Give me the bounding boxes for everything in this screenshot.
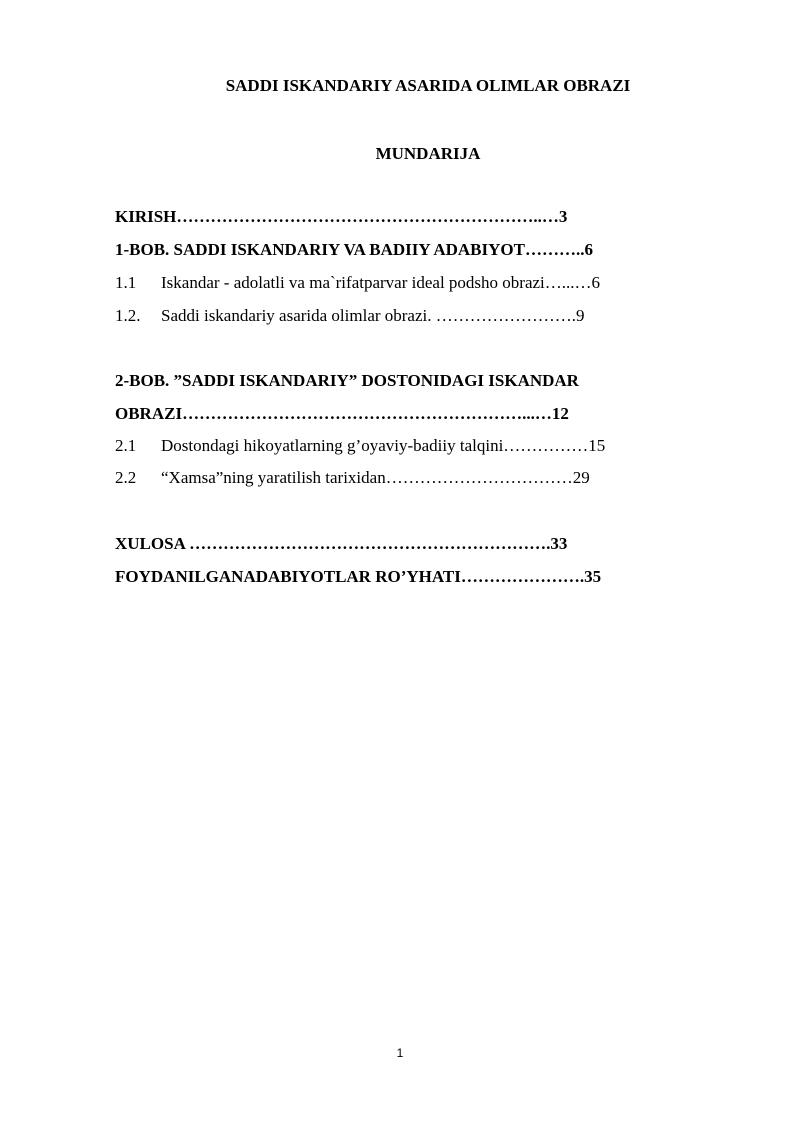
- toc-entry-2-1: [115, 435, 605, 457]
- toc-entry-number: 1.2.: [115, 306, 141, 325]
- toc-entry-text: Dostondagi hikoyatlarning g’oyaviy-badiiy talqini……………15: [161, 436, 606, 455]
- toc-entry-xulosa: XULOSA ……………………………………………………….33: [115, 534, 568, 553]
- toc-entry-2-2: [115, 467, 590, 489]
- toc-entry-text: Iskandar - adolatli va ma`rifatparvar ideal podsho obrazi…...…6: [161, 273, 601, 292]
- toc-entry-text: Saddi iskandariy asarida olimlar obrazi. …………………….9: [161, 306, 585, 325]
- toc-entry-foydalanilgan: FOYDANILGANADABIYOTLAR RO’YHATI………………….35: [115, 567, 602, 586]
- toc-entry-kirish: KIRISH………………………………………………………..…3: [115, 207, 568, 226]
- toc-entry-number: 1.1: [115, 273, 137, 292]
- toc-entry-text: “Xamsa”ning yaratilish tarixidan……………………………29: [161, 468, 590, 487]
- page-number: 1: [396, 1046, 404, 1060]
- toc-entry-bob1: 1-BOB. SADDI ISKANDARIY VA BADIIY ADABIYOT………..6: [115, 240, 593, 259]
- toc-entry-1-1: [115, 272, 600, 294]
- toc-entry-bob2-line1: 2-BOB. ”SADDI ISKANDARIY” DOSTONIDAGI ISKANDAR: [115, 371, 579, 390]
- toc-heading: MUNDARIJA: [375, 144, 481, 163]
- toc-entry-1-2: [115, 305, 585, 327]
- toc-entry-number: 2.2: [115, 468, 137, 487]
- document-title: SADDI ISKANDARIY ASARIDA OLIMLAR OBRAZI: [225, 76, 631, 95]
- toc-entry-number: 2.1: [115, 436, 137, 455]
- toc-entry-bob2-line2: OBRAZI……………………………………………………...…12: [115, 404, 569, 423]
